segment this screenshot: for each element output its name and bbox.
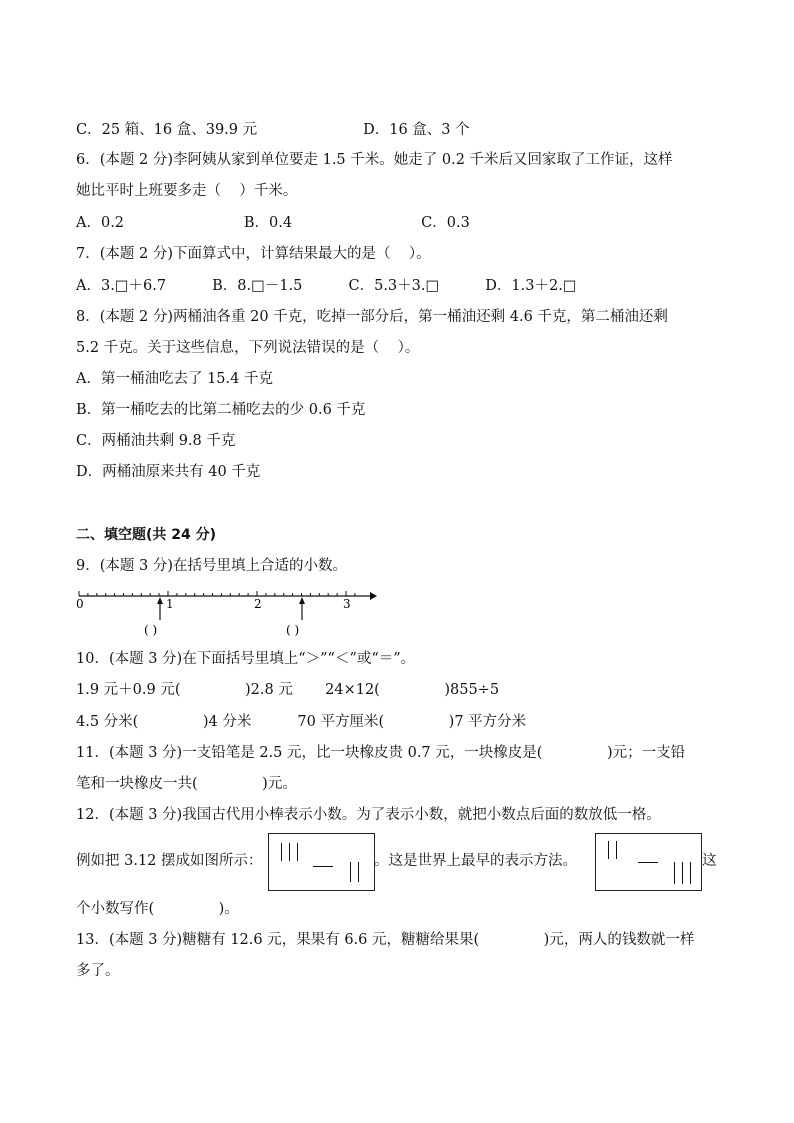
q11-stem-line1: 11．(本题 3 分)一支铅笔是 2.5 元，比一块橡皮贵 0.7 元，一块橡皮是( )元；一支铅	[76, 745, 686, 761]
q10-row2: 4.5 分米( )4 分米 70 平方厘米( )7 平方分米	[76, 714, 527, 730]
q12-example-text: 例如把 3.12 摆成如图所示：	[76, 853, 263, 869]
q8-option-d: D．两桶油原来共有 40 千克	[76, 464, 261, 480]
tick-label-0: 0	[76, 597, 84, 611]
q11-stem-line2: 笔和一块橡皮一共( )元。	[76, 776, 297, 792]
pointer-arrowhead-1	[157, 597, 163, 604]
rod-figure-example	[268, 833, 375, 891]
answer-blank-2: ( )	[286, 623, 300, 637]
q6-stem-line1: 6．(本题 2 分)李阿姨从家到单位要走 1.5 千米。她走了 0.2 千米后又回家取了工作证，这样	[76, 152, 673, 168]
tick-label-1: 1	[166, 597, 174, 611]
q13-stem-line1: 13．(本题 3 分)糖糖有 12.6 元，果果有 6.6 元，糖糖给果果( )元，两人的钱数就一样	[76, 932, 695, 948]
q7-options: A．3.□＋6.7 B．8.□－1.5 C．5.3＋3.□ D．1.3＋2.□	[76, 278, 577, 294]
q10-row1: 1.9 元＋0.9 元( )2.8 元 24×12( )855÷5	[76, 682, 500, 698]
q12-stem-line1: 12．(本题 3 分)我国古代用小棒表示小数。为了表示小数，就把小数点后面的数放低一格。	[76, 807, 661, 823]
q7-stem: 7．(本题 2 分)下面算式中，计算结果最大的是（ ）。	[76, 246, 431, 262]
q12-note-text: 。这是世界上最早的表示方法。	[374, 853, 577, 869]
answer-blank-1: ( )	[144, 623, 158, 637]
q6-options: A．0.2 B．0.4 C．0.3	[76, 215, 470, 231]
q5-options-cd: C．25 箱、16 盒、39.9 元 D．16 盒、3 个	[76, 122, 470, 138]
q10-stem: 10．(本题 3 分)在下面括号里填上“＞”“＜”或“＝”。	[76, 651, 416, 667]
q8-stem-line2: 5.2 千克。关于这些信息，下列说法错误的是（ ）。	[76, 340, 420, 356]
q12-stem-line3: 个小数写作( )。	[76, 901, 239, 917]
tick-label-3: 3	[343, 597, 351, 611]
number-line-arrowhead	[370, 592, 377, 600]
q8-option-c: C．两桶油共剩 9.8 千克	[76, 433, 236, 449]
pointer-arrowhead-2	[299, 597, 305, 604]
q12-trailing-text: 这	[702, 853, 717, 869]
q8-option-b: B．第一桶吃去的比第二桶吃去的少 0.6 千克	[76, 402, 366, 418]
number-line-ticks	[79, 591, 355, 596]
q6-stem-line2: 她比平时上班要多走（ ）千米。	[76, 183, 298, 199]
q13-stem-line2: 多了。	[76, 963, 120, 979]
q9-stem: 9．(本题 3 分)在括号里填上合适的小数。	[76, 558, 347, 574]
q8-stem-line1: 8．(本题 2 分)两桶油各重 20 千克，吃掉一部分后，第一桶油还剩 4.6 千克，第二桶油还剩	[76, 309, 668, 325]
tick-label-2: 2	[254, 597, 262, 611]
number-line	[70, 586, 390, 642]
section-title-fill-in: 二、填空题(共 24 分)	[76, 527, 217, 543]
q8-option-a: A．第一桶油吃去了 15.4 千克	[76, 371, 273, 387]
rod-figure-question	[595, 833, 702, 891]
